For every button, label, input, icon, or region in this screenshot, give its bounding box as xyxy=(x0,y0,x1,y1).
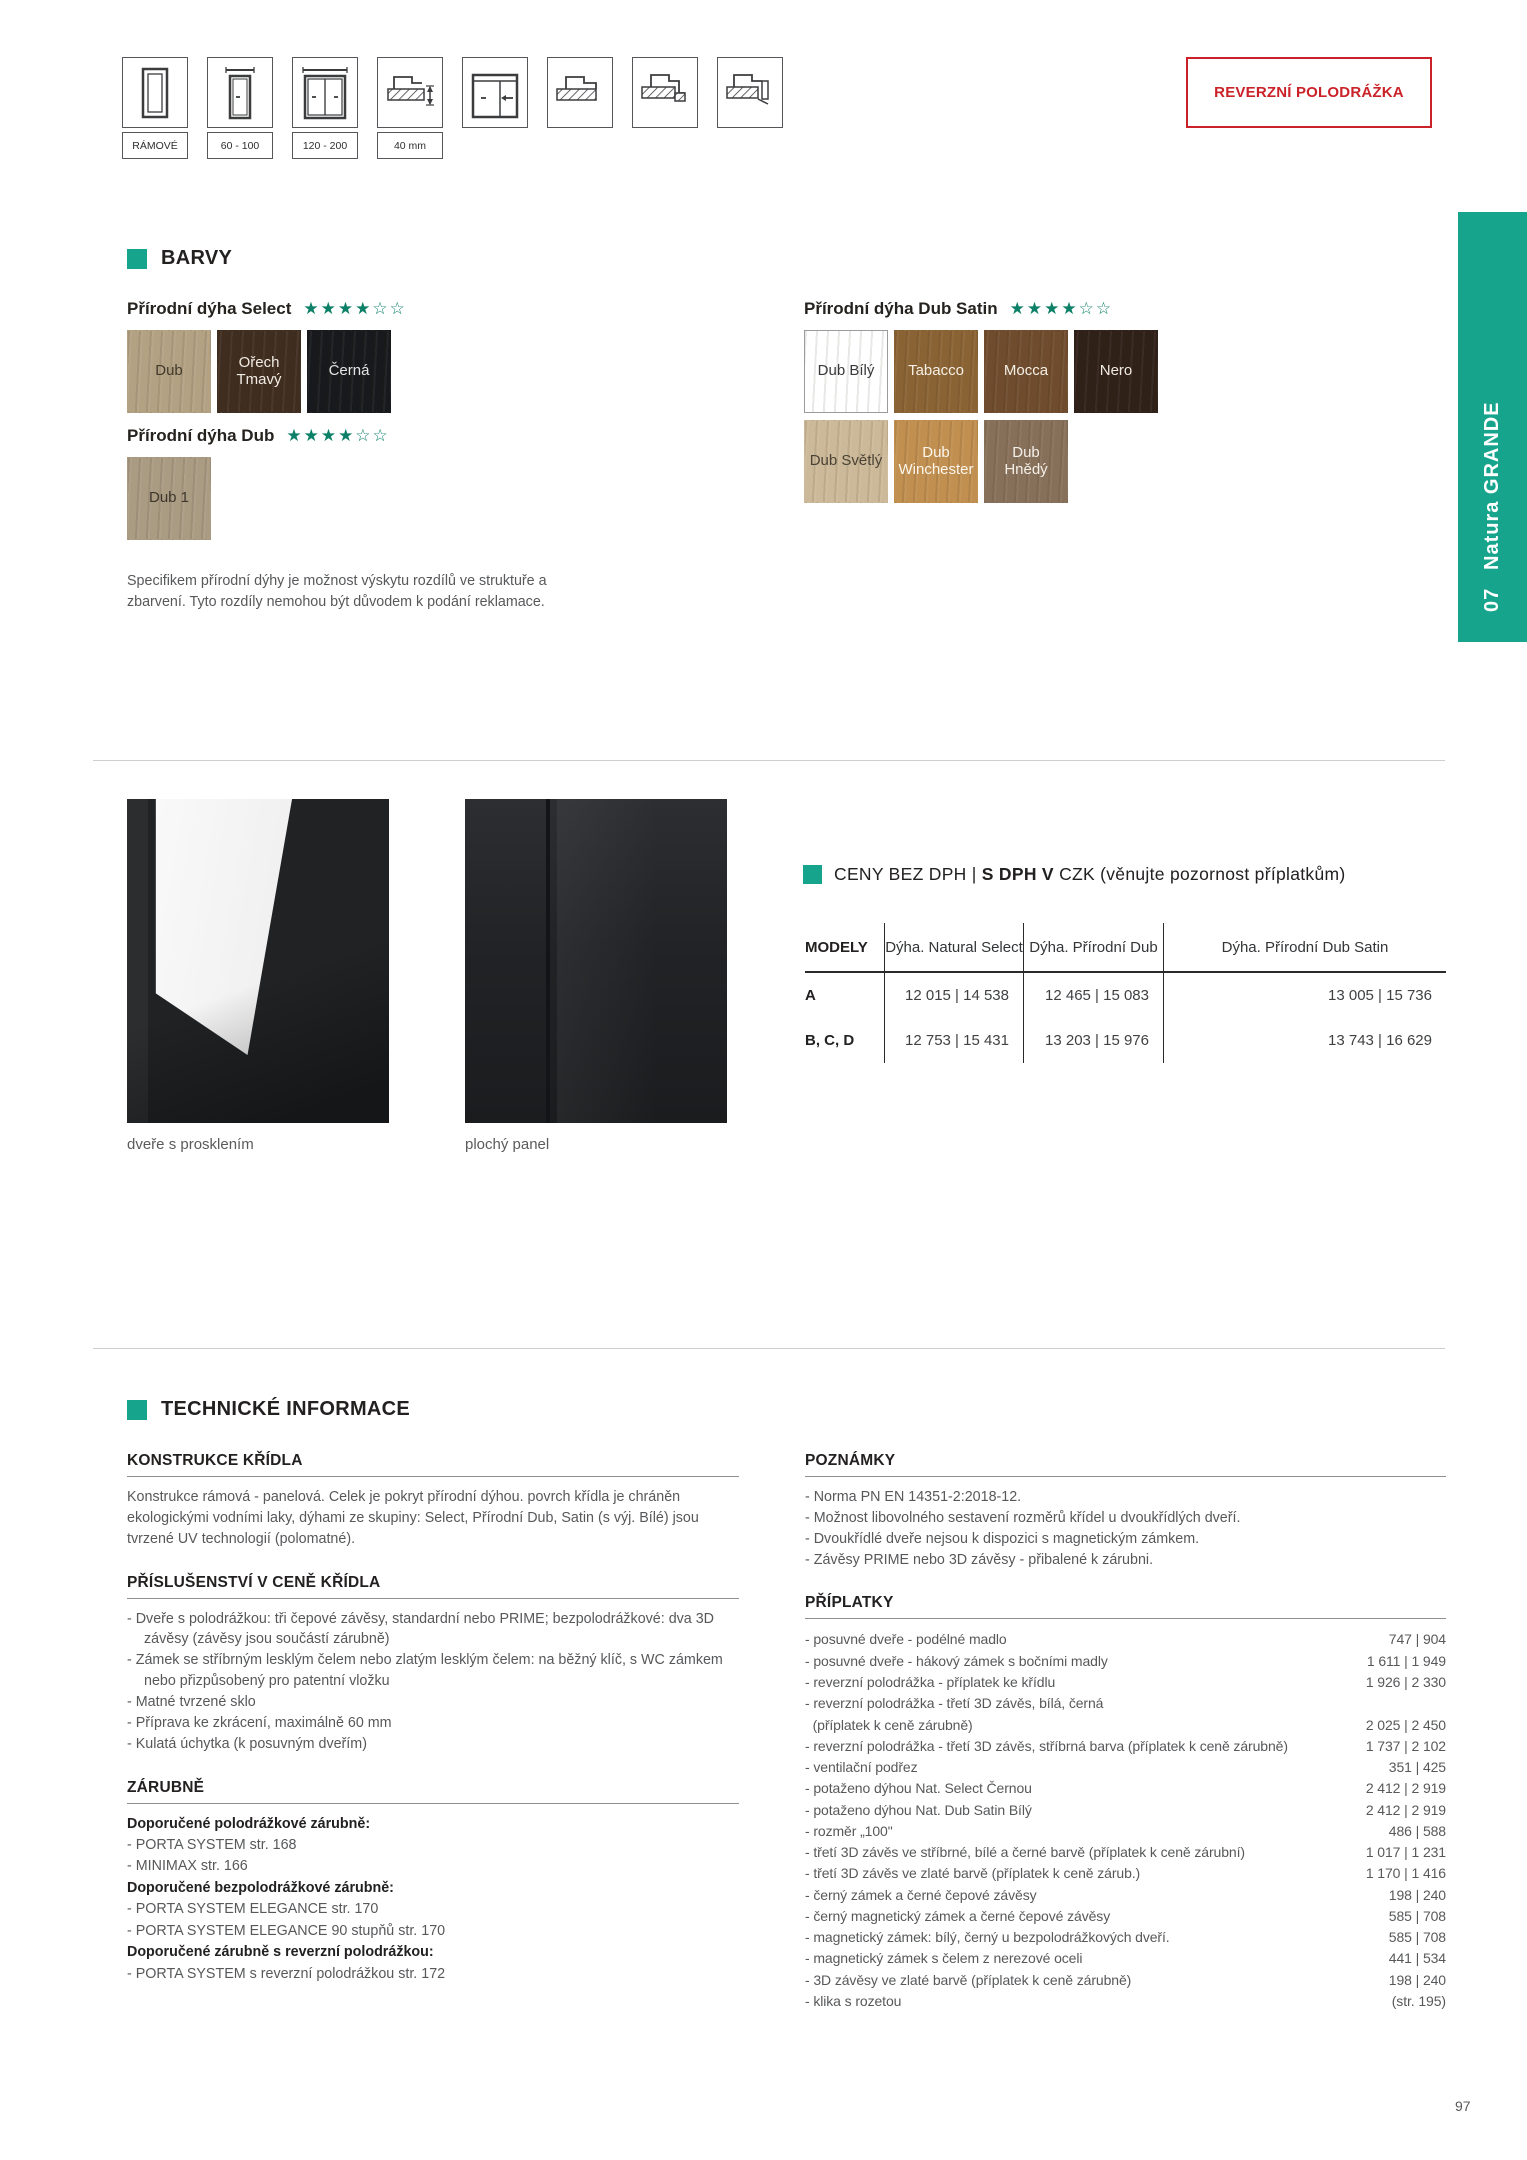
priplatky-item-text: - magnetický zámek s čelem z nerezové oceli xyxy=(805,1950,1083,1967)
technical-section-title: TECHNICKÉ INFORMACE xyxy=(161,1398,411,1420)
price-col-header-prirodni-dub: Dýha. Přírodní Dub xyxy=(1023,923,1163,973)
bullet-item: - Matné tvrzené sklo xyxy=(127,1694,256,1711)
priplatky-item-price: 1 170 | 1 416 xyxy=(1365,1865,1446,1882)
icon-cell-rebate-2 xyxy=(632,57,698,159)
photo-flat-panel xyxy=(465,799,727,1123)
section-poznamky xyxy=(805,1452,1446,1570)
technical-section-heading xyxy=(127,1398,410,1421)
priplatky-item-text: - potaženo dýhou Nat. Dub Satin Bílý xyxy=(805,1801,1032,1818)
section-marker-square xyxy=(127,1400,147,1420)
zarubne-line: - PORTA SYSTEM s reverzní polodrážkou str. 172 xyxy=(127,1965,446,1982)
swatch-label: Dub Světlý xyxy=(809,452,883,470)
page-number: 97 xyxy=(1455,2098,1471,2114)
priplatky-item xyxy=(805,1800,1446,1821)
priplatky-item-text: - černý magnetický zámek a černé čepové závěsy xyxy=(805,1907,1111,1924)
priplatky-item-price: 585 | 708 xyxy=(1388,1907,1446,1924)
zarubne-list xyxy=(127,1814,739,1986)
priplatky-item xyxy=(805,1842,1446,1863)
veneer-group-title: Přírodní dýha Dub xyxy=(127,426,275,445)
priplatky-item xyxy=(805,1757,1446,1778)
chapter-title: Natura GRANDE xyxy=(1481,401,1503,570)
swatch-label: Dub Bílý xyxy=(817,362,875,380)
section-prislusenstvi xyxy=(127,1574,739,1755)
priplatky-item-price: 585 | 708 xyxy=(1388,1929,1446,1946)
color-swatch xyxy=(804,330,888,413)
price-value: 13 743 | 16 629 xyxy=(1163,1018,1446,1063)
priplatky-title: PŘÍPLATKY xyxy=(805,1594,1446,1619)
priplatky-item-text: - ventilační podřez xyxy=(805,1759,918,1776)
section-konstrukce xyxy=(127,1452,739,1550)
prislusenstvi-list xyxy=(127,1609,739,1755)
rebate-step-profile-icon xyxy=(632,57,698,128)
reverse-rebate-profile-icon xyxy=(717,57,783,128)
priplatky-item xyxy=(805,1906,1446,1927)
priplatky-item-text: - 3D závěsy ve zlaté barvě (příplatek k ceně zárubně) xyxy=(805,1971,1132,1988)
icon-cell-frame xyxy=(122,57,188,159)
priplatky-item xyxy=(805,1672,1446,1693)
priplatky-item-text: - reverzní polodrážka - třetí 3D závěs, stříbrná barva (příplatek k ceně zárubně) xyxy=(805,1737,1288,1754)
price-row-model: B, C, D xyxy=(805,1032,855,1049)
zarubne-line: Doporučené zárubně s reverzní polodrážkou: xyxy=(127,1944,434,1961)
priplatky-item xyxy=(805,1778,1446,1799)
priplatky-item-price: 1 926 | 2 330 xyxy=(1365,1673,1446,1690)
icon-cell-double-width xyxy=(292,57,358,159)
prices-section-heading xyxy=(803,864,1346,885)
rebate-profile-icon xyxy=(547,57,613,128)
panel-seam xyxy=(546,799,550,1123)
reverse-rebate-badge: REVERZNÍ POLODRÁŽKA xyxy=(1186,57,1432,128)
leaf-thickness-icon xyxy=(377,57,443,128)
priplatky-item-price: 198 | 240 xyxy=(1388,1971,1446,1988)
priplatky-item-text: - rozměr „100" xyxy=(805,1822,893,1839)
sliding-door-icon xyxy=(462,57,528,128)
price-value: 12 015 | 14 538 xyxy=(884,973,1023,1018)
swatch-label: Dub Hnědý xyxy=(1004,443,1048,478)
bullet-item: - Možnost libovolného sestavení rozměrů křídel u dvoukřídlých dveří. xyxy=(805,1509,1241,1526)
priplatky-item-price: 2 025 | 2 450 xyxy=(1365,1716,1446,1733)
swatch-label: Ořech Tmavý xyxy=(236,353,282,388)
horizontal-divider xyxy=(93,1348,1445,1349)
konstrukce-title: KONSTRUKCE KŘÍDLA xyxy=(127,1452,739,1477)
icon-cell-rebate-1 xyxy=(547,57,613,159)
price-value: 13 005 | 15 736 xyxy=(1163,973,1446,1018)
price-col-header-natural-select: Dýha. Natural Select xyxy=(884,923,1023,973)
prices-title-pre: CENY BEZ DPH | xyxy=(834,864,982,884)
technical-left-column xyxy=(127,1452,739,2009)
section-marker-square xyxy=(803,865,822,884)
priplatky-item xyxy=(805,1970,1446,1991)
priplatky-item xyxy=(805,1693,1446,1714)
icon-label-thickness: 40 mm xyxy=(377,132,443,159)
zarubne-title: ZÁRUBNĚ xyxy=(127,1779,739,1804)
priplatky-item xyxy=(805,1927,1446,1948)
veneer-group-dub xyxy=(127,426,397,540)
priplatky-item-price: 1 017 | 1 231 xyxy=(1365,1844,1446,1861)
prices-title-post: CZK (věnujte pozornost příplatkům) xyxy=(1053,864,1346,884)
icon-label-frame: RÁMOVÉ xyxy=(122,132,188,159)
zarubne-line: - PORTA SYSTEM ELEGANCE 90 stupňů str. 170 xyxy=(127,1922,446,1939)
technical-right-column xyxy=(805,1452,1446,2036)
priplatky-list xyxy=(805,1629,1446,2012)
color-swatch xyxy=(894,420,978,503)
photo-caption-flat: plochý panel xyxy=(465,1136,550,1153)
swatch-label: Dub xyxy=(155,362,183,380)
color-swatch xyxy=(1074,330,1158,413)
single-door-width-icon xyxy=(207,57,273,128)
priplatky-item-price: 2 412 | 2 919 xyxy=(1365,1780,1446,1797)
price-col-header-models: MODELY xyxy=(805,923,884,973)
color-swatch xyxy=(984,420,1068,503)
zarubne-line: Doporučené bezpolodrážkové zárubně: xyxy=(127,1879,394,1896)
door-spec-icons-row xyxy=(122,57,783,159)
bullet-item: - Dvoukřídlé dveře nejsou k dispozici s magnetickým zámkem. xyxy=(805,1530,1200,1547)
photo-glazed-door xyxy=(127,799,389,1123)
section-marker-square xyxy=(127,249,147,269)
zarubne-line: - MINIMAX str. 166 xyxy=(127,1858,248,1875)
priplatky-item-price: 486 | 588 xyxy=(1388,1822,1446,1839)
priplatky-item xyxy=(805,1715,1446,1736)
horizontal-divider xyxy=(93,760,1445,761)
prices-title xyxy=(834,864,1346,885)
color-swatch xyxy=(307,330,391,413)
section-zarubne xyxy=(127,1779,739,1986)
color-swatch xyxy=(127,457,211,540)
konstrukce-text: Konstrukce rámová - panelová. Celek je pokryt přírodní dýhou. povrch křídla je chráněn ekologickými vodními laky, dýhami ze skupiny: Select, Přírodní Dub, Satin (s výj. Bílé) jsou tvrzené UV technologií (polomatné). xyxy=(127,1489,699,1547)
color-swatch xyxy=(804,420,888,503)
rating-stars: ★★★★☆☆ xyxy=(303,299,407,318)
chapter-number: 07 xyxy=(1481,587,1503,612)
priplatky-item xyxy=(805,1651,1446,1672)
priplatky-item-price: 1 611 | 1 949 xyxy=(1366,1652,1446,1669)
color-swatch xyxy=(127,330,211,413)
swatch-label: Mocca xyxy=(1003,362,1049,380)
icon-cell-single-width xyxy=(207,57,273,159)
swatch-row xyxy=(127,330,397,413)
double-door-width-icon xyxy=(292,57,358,128)
priplatky-item-text: - potaženo dýhou Nat. Select Černou xyxy=(805,1780,1032,1797)
priplatky-item xyxy=(805,1821,1446,1842)
priplatky-item xyxy=(805,1885,1446,1906)
bullet-item: - Kulatá úchytka (k posuvným dveřím) xyxy=(127,1735,367,1752)
priplatky-item-price: 747 | 904 xyxy=(1388,1631,1446,1648)
priplatky-item xyxy=(805,1863,1446,1884)
bullet-item: - Norma PN EN 14351-2:2018-12. xyxy=(805,1489,1022,1505)
chapter-side-tab-label xyxy=(1458,212,1527,642)
icon-cell-sliding xyxy=(462,57,528,159)
colors-section-heading xyxy=(127,247,232,270)
priplatky-item xyxy=(805,1948,1446,1969)
swatch-row xyxy=(127,457,397,540)
color-swatch xyxy=(984,330,1068,413)
priplatky-item-text: - magnetický zámek: bílý, černý u bezpolodrážkových dveří. xyxy=(805,1929,1170,1946)
priplatky-item-text: - posuvné dveře - hákový zámek s bočními madly xyxy=(805,1652,1108,1669)
priplatky-item xyxy=(805,1991,1446,2012)
color-swatch xyxy=(217,330,301,413)
prices-title-bold: S DPH V xyxy=(981,864,1054,884)
veneer-disclaimer-note: Specifikem přírodní dýhy je možnost výskytu rozdílů ve struktuře a zbarvení. Tyto rozdíly nemohou být důvodem k podání reklamace. xyxy=(127,573,547,611)
priplatky-item-text: (příplatek k ceně zárubně) xyxy=(805,1716,973,1733)
icon-cell-rebate-3 xyxy=(717,57,783,159)
priplatky-item-price: 441 | 534 xyxy=(1388,1950,1446,1967)
bullet-item: - Dveře s polodrážkou: tři čepové závěsy, standardní nebo PRIME; bezpolodrážkové: dva 3D závěsy (závěsy jsou součástí zárubně) xyxy=(127,1610,715,1648)
veneer-group-title: Přírodní dýha Dub Satin xyxy=(804,299,998,318)
zarubne-line: - PORTA SYSTEM str. 168 xyxy=(127,1837,297,1854)
swatch-label: Dub 1 xyxy=(148,489,190,507)
veneer-group-title: Přírodní dýha Select xyxy=(127,299,292,318)
colors-section-title: BARVY xyxy=(161,247,233,269)
price-value: 12 465 | 15 083 xyxy=(1023,973,1163,1018)
chapter-side-tab xyxy=(1458,212,1527,642)
section-priplatky xyxy=(805,1594,1446,2012)
priplatky-item-text: - třetí 3D závěs ve stříbrné, bílé a černé barvě (příplatek k ceně zárubní) xyxy=(805,1844,1245,1861)
bullet-item: - Závěsy PRIME nebo 3D závěsy - přibalené k zárubni. xyxy=(805,1551,1154,1568)
bullet-item: - Příprava ke zkrácení, maximálně 60 mm xyxy=(127,1714,392,1731)
swatch-label: Dub Winchester xyxy=(898,443,974,478)
priplatky-item-price: (str. 195) xyxy=(1391,1992,1446,2009)
photo-caption-glazed: dveře s prosklením xyxy=(127,1136,254,1153)
swatch-label: Černá xyxy=(328,362,370,380)
priplatky-item xyxy=(805,1736,1446,1757)
rating-stars: ★★★★☆☆ xyxy=(1009,299,1114,318)
zarubne-line: - PORTA SYSTEM ELEGANCE str. 170 xyxy=(127,1901,379,1918)
priplatky-item-text: - posuvné dveře - podélné madlo xyxy=(805,1631,1007,1648)
swatch-label: Nero xyxy=(1099,362,1133,380)
frame-shading xyxy=(127,799,389,1123)
priplatky-item-text: - reverzní polodrážka - příplatek ke křídlu xyxy=(805,1673,1056,1690)
price-value: 13 203 | 15 976 xyxy=(1023,1018,1163,1063)
priplatky-item-text: - třetí 3D závěs ve zlaté barvě (příplatek k ceně zárub.) xyxy=(805,1865,1141,1882)
priplatky-item-text: - klika s rozetou xyxy=(805,1992,902,2009)
icon-label-single-width: 60 - 100 xyxy=(207,132,273,159)
frame-door-icon xyxy=(122,57,188,128)
price-table xyxy=(805,923,1446,1063)
color-swatch xyxy=(894,330,978,413)
priplatky-item-price: 2 412 | 2 919 xyxy=(1365,1801,1446,1818)
priplatky-item-text: - reverzní polodrážka - třetí 3D závěs, bílá, černá xyxy=(805,1695,1104,1712)
price-row-model: A xyxy=(805,987,816,1004)
priplatky-item-text: - černý zámek a černé čepové závěsy xyxy=(805,1886,1037,1903)
poznamky-list xyxy=(805,1487,1446,1570)
panel-sheen xyxy=(557,799,727,1123)
icon-cell-thickness xyxy=(377,57,443,159)
swatch-label: Tabacco xyxy=(908,362,964,380)
icon-label-double-width: 120 - 200 xyxy=(292,132,358,159)
rating-stars: ★★★★☆☆ xyxy=(286,426,390,445)
priplatky-item-price: 351 | 425 xyxy=(1388,1759,1446,1776)
price-col-header-dub-satin: Dýha. Přírodní Dub Satin xyxy=(1163,923,1446,973)
poznamky-title: POZNÁMKY xyxy=(805,1452,1446,1477)
veneer-group-select xyxy=(127,299,407,413)
priplatky-item-price: 198 | 240 xyxy=(1388,1886,1446,1903)
price-value: 12 753 | 15 431 xyxy=(884,1018,1023,1063)
swatch-row xyxy=(804,330,1170,503)
veneer-group-dub-satin xyxy=(804,299,1170,503)
bullet-item: - Zámek se stříbrným lesklým čelem nebo zlatým lesklým čelem: na běžný klíč, s WC zámkem nebo přizpůsobený pro patentní vložku xyxy=(127,1652,723,1690)
prislusenstvi-title: PŘÍSLUŠENSTVÍ V CENĚ KŘÍDLA xyxy=(127,1574,739,1599)
priplatky-item-price: 1 737 | 2 102 xyxy=(1365,1737,1446,1754)
zarubne-line: Doporučené polodrážkové zárubně: xyxy=(127,1815,371,1832)
priplatky-item xyxy=(805,1629,1446,1650)
